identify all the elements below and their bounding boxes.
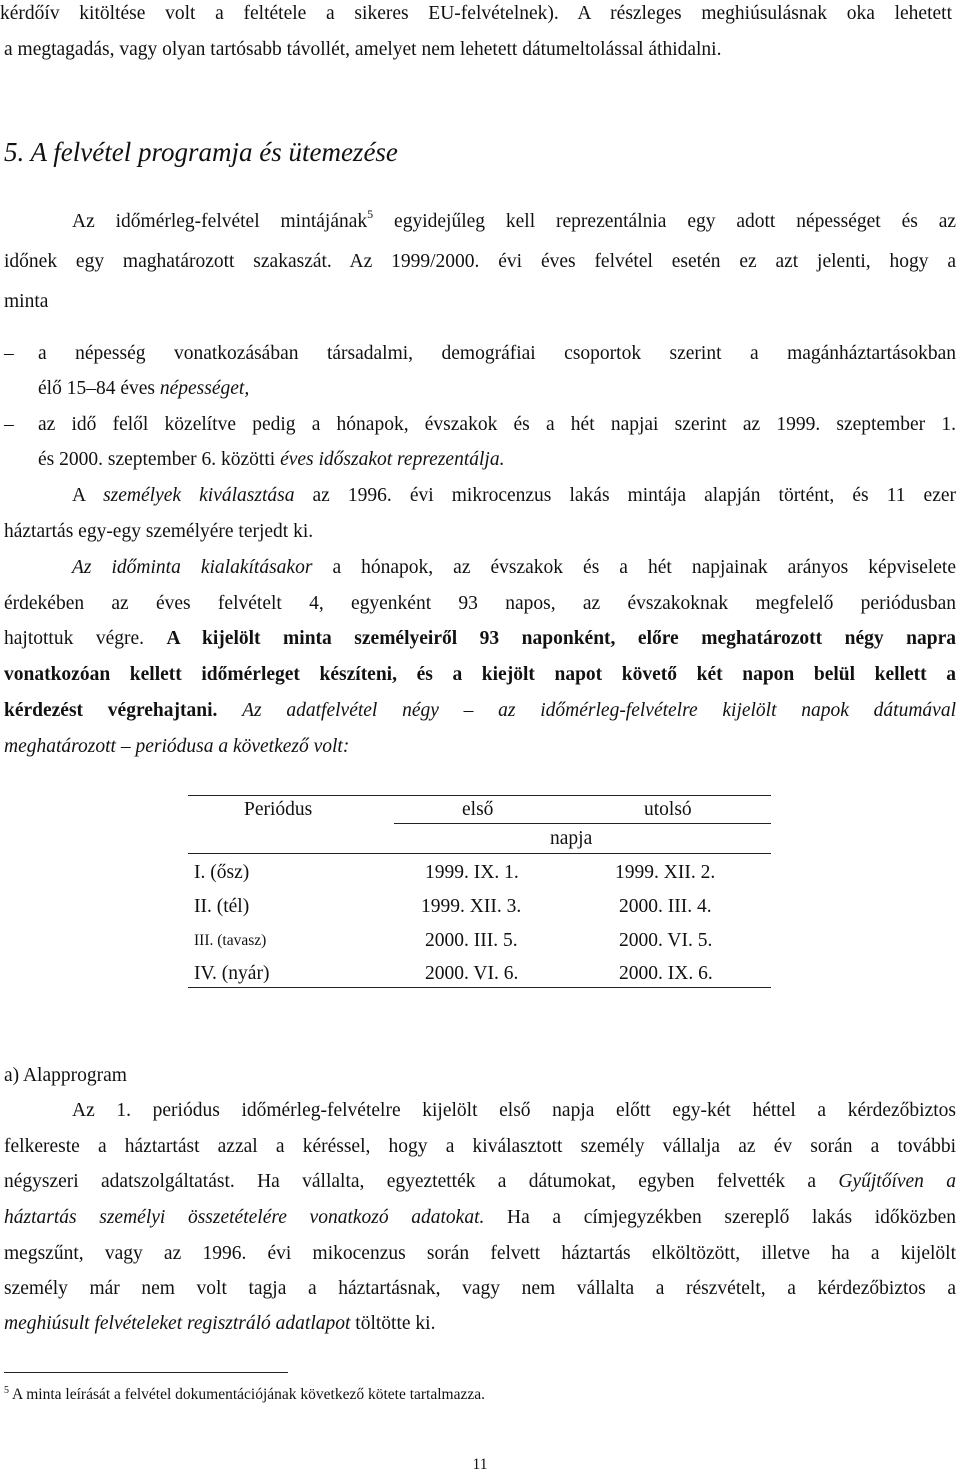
table-header-first: első — [462, 799, 494, 820]
paragraph-line: Az 1. periódus időmérleg-felvételre kijelölt első napja előtt egy-két héttel a kérdezőbiztos — [72, 1100, 956, 1121]
table-cell-last: 2000. III. 4. — [619, 896, 712, 917]
paragraph-line: meghatározott – periódusa a következő volt: — [4, 736, 350, 757]
table-rule-sub — [394, 823, 771, 824]
bullet-line: a népesség vonatkozásában társadalmi, demográfiai csoportok szerint a magánháztartásokban — [38, 343, 956, 364]
footnote: $^5$ A minta leírását a felvétel dokumentációjának következő kötete tartalmazza. — [4, 1385, 486, 1403]
footnote-ref: 5 — [367, 207, 374, 221]
paragraph-line: meghiúsult felvételeket regisztráló adatlapot töltötte ki. — [4, 1313, 436, 1334]
footnote-rule — [4, 1372, 288, 1373]
paragraph-line: négyszeri adatszolgáltatást. Ha vállalta, egyeztették a dátumokat, egyben felvették a Gyűjtőíven a — [4, 1171, 956, 1192]
table-rule-top — [188, 795, 771, 796]
table-cell-last: 1999. XII. 2. — [615, 862, 716, 883]
page-number: 11 — [472, 1456, 488, 1473]
paragraph-line: időnek egy maghatározott szakaszát. Az 1999/2000. évi éves felvétel esetén ez azt jelenti, hogy a — [4, 251, 956, 272]
table-rule-mid — [188, 853, 771, 854]
table-cell-first: 1999. IX. 1. — [425, 862, 519, 883]
paragraph-line: személy már nem volt tagja a háztartásnak, vagy nem vállalta a részvételt, a kérdezőbiztos a — [4, 1278, 956, 1299]
table-cell-first: 2000. VI. 6. — [425, 963, 519, 984]
paragraph-line: hajtottuk végre. A kijelölt minta személyeiről 93 naponként, előre meghatározott négy napra — [4, 628, 956, 649]
paragraph-line: vonatkozóan kellett időmérleget készíteni, és a kiejölt napot követő két napon belül kellett a — [4, 664, 956, 685]
intro-line-1: kérdőív kitöltése volt a feltétele a sikeres EU-felvételnek). A részleges meghiúsulásnak oka lehetett — [0, 3, 952, 24]
table-header-last: utolsó — [644, 799, 692, 820]
table-subheader: napja — [550, 828, 593, 849]
paragraph-line: Az időmérleg-felvétel mintájának$^5$ egyidejűleg kell reprezentálnia egy adott népességet és az — [72, 207, 957, 232]
table-header-period: Periódus — [244, 799, 313, 820]
paragraph-line: kérdezést végrehajtani. Az adatfelvétel négy – az időmérleg-felvételre kijelölt napok dátumával — [4, 700, 956, 721]
paragraph-line: érdekében az éves felvételt 4, egyenként 93 napos, az évszakoknak megfelelő periódusban — [4, 593, 956, 614]
paragraph-line: megszűnt, vagy az 1996. évi mikocenzus során felvett háztartás elköltözött, illetve ha a kijelölt — [4, 1243, 956, 1264]
section-heading: 5. A felvétel programja és ütemezése — [4, 137, 398, 167]
subsection-heading: a) Alapprogram — [4, 1065, 127, 1086]
paragraph-line: felkereste a háztartást azzal a kéréssel, hogy a kiválasztott személy vállalja az év során a további — [4, 1136, 956, 1157]
intro-line-2: a megtagadás, vagy olyan tartósabb távollét, amelyet nem lehetett dátumeltolással áthidalni. — [4, 39, 722, 60]
table-cell-first: 1999. XII. 3. — [421, 896, 522, 917]
table-rule-bottom — [188, 987, 771, 988]
table-cell-first: 2000. III. 5. — [425, 930, 518, 951]
table-cell-period: II. (tél) — [194, 896, 250, 917]
table-cell-period: IV. (nyár) — [194, 963, 270, 984]
bullet-line: az idő felől közelítve pedig a hónapok, évszakok és a hét napjai szerint az 1999. szeptember 1. — [38, 414, 956, 435]
paragraph-line: minta — [4, 291, 49, 312]
table-cell-period: I. (ősz) — [194, 862, 250, 883]
table-cell-last: 2000. VI. 5. — [619, 930, 713, 951]
paragraph-line: Az időminta kialakításakor a hónapok, az évszakok és a hét napjainak arányos képviselete — [72, 557, 956, 578]
bullet-line: és 2000. szeptember 6. közötti éves időszakot reprezentálja. — [38, 449, 505, 470]
bullet-line: élő 15–84 éves népességet, — [38, 378, 250, 399]
table-cell-period: III. (tavasz) — [194, 932, 267, 949]
paragraph-line: háztartás egy-egy személyére terjedt ki. — [4, 521, 314, 542]
footnote-number: 5 — [4, 1385, 9, 1396]
paragraph-line: A személyek kiválasztása az 1996. évi mikrocenzus lakás mintája alapján történt, és 11 ezer — [72, 485, 956, 506]
paragraph-line: háztartás személyi összetételére vonatkozó adatokat. Ha a címjegyzékben szereplő lakás időközben — [4, 1207, 956, 1228]
table-cell-last: 2000. IX. 6. — [619, 963, 713, 984]
